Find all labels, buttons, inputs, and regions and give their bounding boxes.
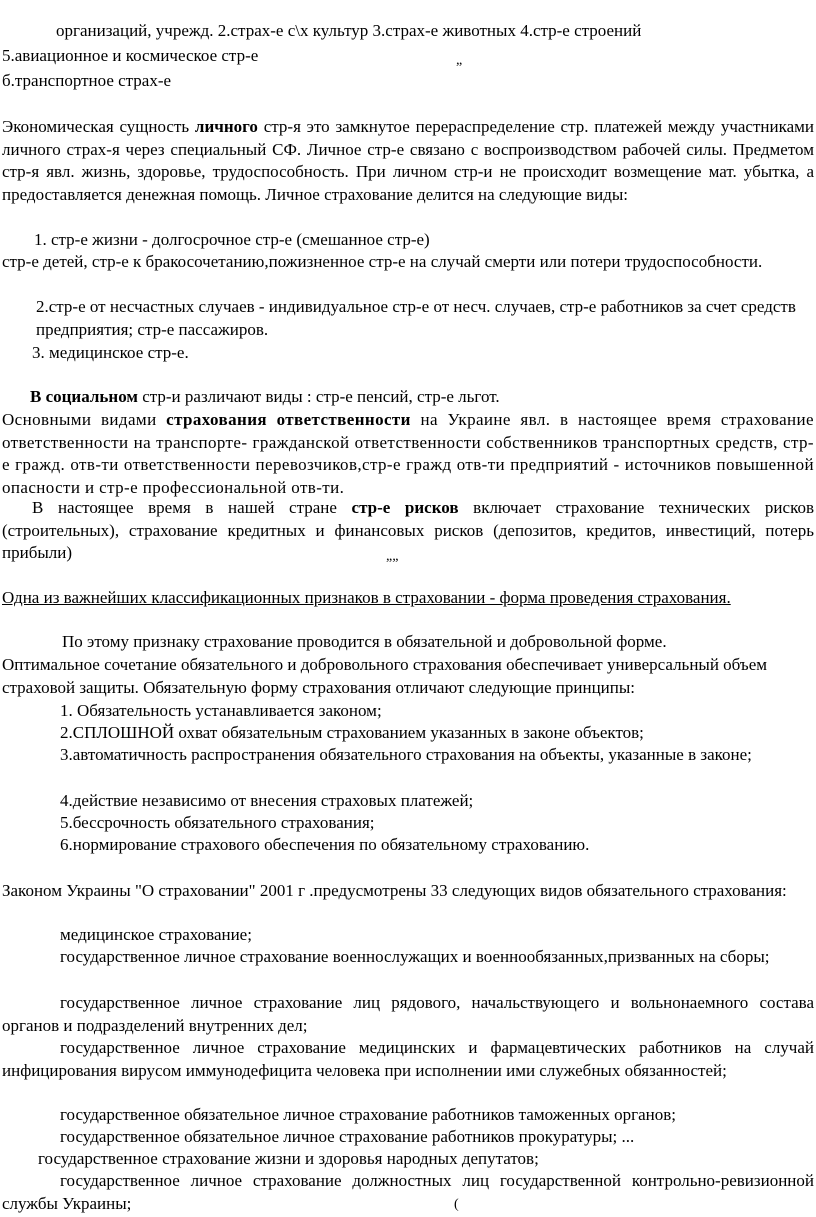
law-item-3: государственное личное страхование лиц рядового, начальствующего и вольнонаемного состава органов и подразделений внутренних дел; [2,993,814,1035]
forms-para-rest: Оптимальное сочетание обязательного и добровольного страхования обеспечивает универсальный объем страховой защиты. Обязательную форму страхования отличают следующие принципы: [2,655,767,697]
law-item-1: медицинское страхование; [60,925,252,944]
personal-item-1: 1. стр-е жизни - долгосрочное стр-е (смешанное стр-е) [34,230,430,249]
personal-item-3: 3. медицинское стр-е. [32,343,189,362]
personal-text-before: Экономическая сущность [2,117,195,136]
liability-bold: страхования ответственности [166,410,411,429]
law-item-5: государственное обязательное личное страхование работников таможенных органов; [60,1105,676,1124]
bottom-mark: ( [454,1197,459,1212]
risks-text-after: включает страхование технических рисков (строительных), страхование кредитных и финансовых рисков (депозитов, кредитов, инвестиций, потерь прибыли) [2,498,815,562]
liability-text-after: на Украине явл. в настоящее время страхование ответственности на транспорте- гражданской ответственности собственников транспортных средств, стр-е гражд. отв-ти ответственности перевозчиков,стр-е гражд отв-ти предприятий - источников повышенной опасности и стр-е профессиональной отв-ти. [2,410,814,497]
law-item-8: государственное личное страхование должностных лиц государственной контрольно-ревизионной службы Украины; [2,1171,814,1213]
law-item-7: государственное страхование жизни и здоровья народных депутатов; [38,1149,539,1168]
liability-text-before: Основными видами [2,410,167,429]
forms-para-line-1: По этому признаку страхование проводится в обязательной и добровольной форме. [62,632,667,651]
principle-1: 1. Обязательность устанавливается законом; [60,701,382,720]
liability-paragraph [2,409,814,499]
intro-line-2: 5.авиационное и космическое стр-е [2,46,259,65]
law-item-4: государственное личное страхование медицинских и фармацевтических работников на случай инфицирования вирусом иммунодефицита человека при исполнении ими служебных обязанностей; [2,1038,814,1080]
principle-4: 4.действие независимо от внесения страховых платежей; [60,791,474,810]
risks-mark: „„ [386,549,399,564]
intro-line-3: б.транспортное страх-е [2,71,172,90]
law-item-6: государственное обязательное личное страхование работников прокуратуры; ... [60,1127,635,1146]
personal-insurance-paragraph [2,116,814,206]
law-intro: Законом Украины "О страховании" 2001 г .предусмотрены 33 следующих видов обязательного страхования: [2,881,787,900]
social-bold: В социальном [30,387,138,406]
social-line [30,386,500,409]
risks-bold: стр-е рисков [351,498,459,517]
principle-2: 2.СПЛОШНОЙ охват обязательным страхованием указанных в законе объектов; [60,723,644,742]
risks-paragraph [2,497,814,565]
risks-text-before: В настоящее время в нашей стране [32,498,352,517]
personal-item-2: 2.стр-е от несчастных случаев - индивидуальное стр-е от несч. случаев, стр-е работников за счет средств предприятия; стр-е пассажиров. [36,297,796,339]
principle-5: 5.бессрочность обязательного страхования; [60,813,375,832]
forms-heading: Одна из важнейших классификационных признаков в страховании - форма проведения страхования. [2,588,731,607]
principle-3: 3.автоматичность распространения обязательного страхования на объекты, указанные в законе; [60,745,752,764]
law-item-2: государственное личное страхование военнослужащих и военнообязанных,призванных на сборы; [60,947,770,966]
social-text: стр-и различают виды : стр-е пенсий, стр-е льгот. [137,387,500,406]
personal-item-1-detail: стр-е детей, стр-е к бракосочетанию,пожизненное стр-е на случай смерти или потери трудоспособности. [2,252,763,271]
personal-bold-word: личного [194,117,258,136]
personal-text-after: стр-я это замкнутое перераспределение стр. платежей между участниками личного страх-я через специальный СФ. Личное стр-е связано с воспроизводством рабочей силы. Предметом стр-я явл. жизнь, здоровье, трудоспособность. При личном стр-и не происходит возмещение мат. убытка, а предоставляется денежная помощь. Личное страхование делится на следующие виды: [2,117,814,204]
intro-line-1: организаций, учрежд. 2.страх-е с\х культур 3.страх-е животных 4.стр-е строений [56,21,642,40]
stray-mark: „ [456,53,463,68]
principle-6: 6.нормирование страхового обеспечения по обязательному страхованию. [60,835,590,854]
